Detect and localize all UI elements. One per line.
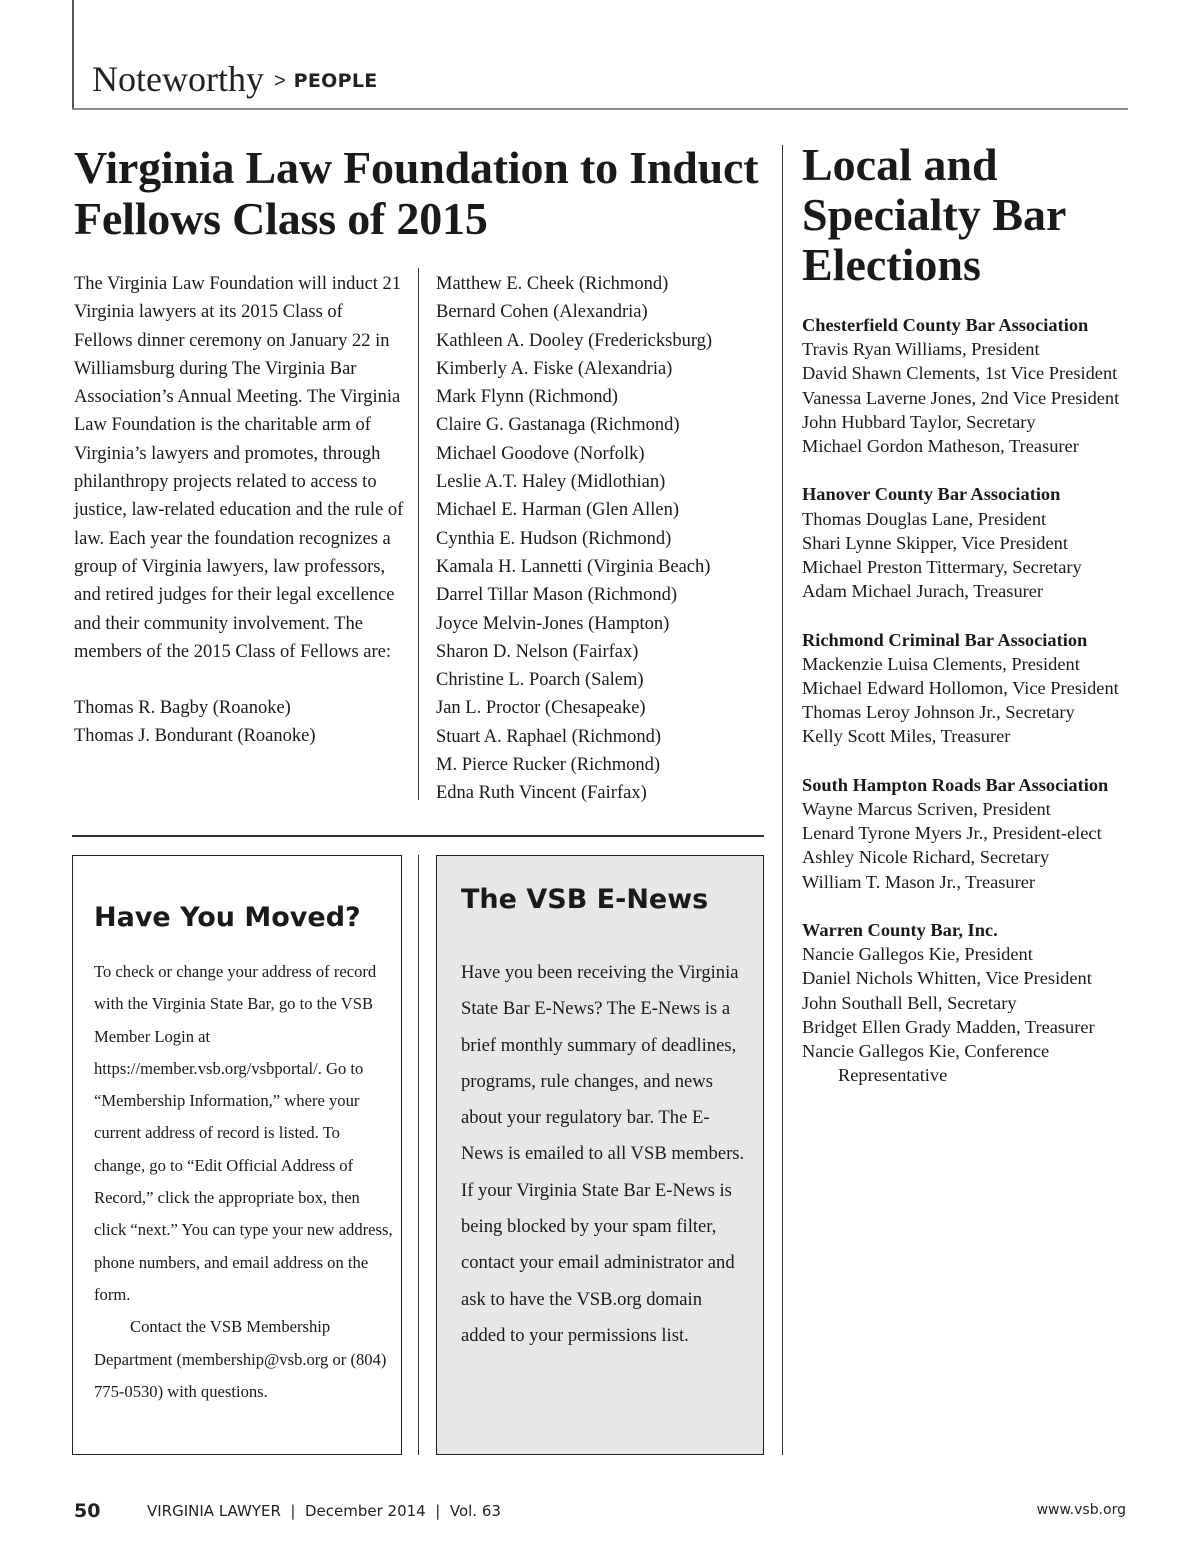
officer-item: Thomas Leroy Johnson Jr., Secretary [802, 702, 1075, 723]
fellows-list-col2 [436, 270, 756, 808]
officer-item: Bridget Ellen Grady Madden, Treasurer [802, 1016, 1095, 1037]
box-divider [418, 855, 419, 1455]
website-link[interactable]: www.vsb.org [1036, 1502, 1126, 1518]
officer-item: Ashley Nicole Richard, Secretary [802, 847, 1050, 868]
bar-association [802, 628, 1147, 749]
officer-list [802, 507, 1147, 604]
subsection-name: PEOPLE [293, 70, 378, 92]
officer-item: Thomas Douglas Lane, President [802, 508, 1047, 529]
officer-item: Wayne Marcus Scriven, President [802, 799, 1051, 820]
article-bottom-rule [72, 835, 764, 837]
breadcrumb-separator: > [273, 70, 286, 92]
bar-elections-list [802, 313, 1147, 1112]
fellow-item: Joyce Melvin-Jones (Hampton) [436, 613, 670, 634]
bar-association [802, 773, 1147, 894]
sidebar-title: Local and Specialty Bar Elections [802, 139, 1066, 290]
officer-item: Nancie Gallegos Kie, Conference Representative [802, 1041, 1050, 1086]
fellow-item: Mark Flynn (Richmond) [436, 387, 618, 408]
officer-item: Shari Lynne Skipper, Vice President [802, 532, 1068, 553]
fellow-item: Bernard Cohen (Alexandria) [436, 302, 648, 323]
moved-paragraph-2: Contact the VSB Membership Department (membership@vsb.org or (804) 775-0530) with questions. [94, 1317, 387, 1401]
column-divider [418, 268, 419, 800]
officer-list [802, 337, 1147, 458]
bar-association [802, 482, 1147, 603]
officer-list [802, 652, 1147, 749]
section-breadcrumb [92, 58, 378, 100]
fellow-item: Michael E. Harman (Glen Allen) [436, 500, 679, 521]
fellow-item: M. Pierce Rucker (Richmond) [436, 755, 660, 776]
article-intro-column [74, 270, 404, 751]
officer-item: Kelly Scott Miles, Treasurer [802, 726, 1011, 747]
moved-paragraph-1: To check or change your address of record with the Virginia State Bar, go to the VSB Member Login at https://member.vsb.org/vsbportal/. Go to “Membership Information,” where your current address of record is listed. To change, go to “Edit Official Address of Record,” click the appropriate box, then click “next.” You can type your new address, phone numbers, and email address on the form. [94, 962, 393, 1304]
officer-item: John Southall Bell, Secretary [802, 992, 1017, 1013]
article-intro: The Virginia Law Foundation will induct 21 Virginia lawyers at its 2015 Class of Fellows dinner ceremony on January 22 in Williamsburg during The Virginia Bar Association’s Annual Meeting. The Virginia Law Foundation is the charitable arm of Virginia’s lawyers and promotes, through philanthropy projects related to access to justice, law-related education and the rule of law. Each year the foundation recognizes a group of Virginia lawyers, law professors, and retired judges for their legal excellence and their community involvement. The members of the 2015 Class of Fellows are: [74, 274, 404, 662]
have-you-moved-title: Have You Moved? [94, 902, 361, 933]
fellow-item: Darrel Tillar Mason (Richmond) [436, 585, 677, 606]
fellow-item: Matthew E. Cheek (Richmond) [436, 274, 669, 294]
enews-paragraph: Have you been receiving the Virginia State Bar E-News? The E-News is a brief monthly summary of deadlines, programs, rule changes, and news about your regulatory bar. The E-News is emailed to all VSB members. If your Virginia State Bar E-News is being blocked by your spam filter, contact your email administrator and ask to have the VSB.org domain added to your permissions list. [461, 962, 745, 1346]
vsb-enews-text [461, 955, 751, 1354]
officer-item: Vanessa Laverne Jones, 2nd Vice President [802, 387, 1120, 408]
header-rule [72, 108, 1128, 110]
fellow-item: Michael Goodove (Norfolk) [436, 443, 645, 464]
bar-association [802, 918, 1147, 1087]
bar-association-name: Chesterfield County Bar Association [802, 315, 1089, 335]
officer-list [802, 942, 1147, 1087]
fellow-item: Cynthia E. Hudson (Richmond) [436, 528, 672, 549]
officer-item: David Shawn Clements, 1st Vice President [802, 363, 1118, 384]
fellow-item: Jan L. Proctor (Chesapeake) [436, 698, 646, 719]
article-title: Virginia Law Foundation to Induct Fellows Class of 2015 [74, 142, 759, 244]
officer-item: Lenard Tyrone Myers Jr., President-elect [802, 823, 1102, 844]
fellow-item: Christine L. Poarch (Salem) [436, 670, 644, 691]
section-name: Noteworthy [92, 59, 264, 99]
officer-item: Adam Michael Jurach, Treasurer [802, 581, 1044, 602]
bar-association-name: Warren County Bar, Inc. [802, 920, 998, 941]
page-number: 50 [74, 1500, 101, 1522]
publication-info: VIRGINIA LAWYER | December 2014 | Vol. 63 [147, 1502, 501, 1520]
fellow-item: Stuart A. Raphael (Richmond) [436, 726, 662, 747]
fellow-item: Leslie A.T. Haley (Midlothian) [436, 472, 666, 493]
fellows-list-col1 [74, 694, 404, 751]
officer-item: Nancie Gallegos Kie, President [802, 944, 1033, 965]
bar-association-name: South Hampton Roads Bar Association [802, 774, 1109, 795]
fellow-item: Sharon D. Nelson (Fairfax) [436, 641, 639, 662]
officer-item: Travis Ryan Williams, President [802, 339, 1040, 360]
officer-item: Mackenzie Luisa Clements, President [802, 653, 1080, 674]
fellow-item: Edna Ruth Vincent (Fairfax) [436, 783, 647, 804]
vsb-enews-title: The VSB E-News [461, 884, 709, 915]
officer-item: Michael Gordon Matheson, Treasurer [802, 436, 1079, 457]
officer-item: Michael Preston Tittermary, Secretary [802, 557, 1082, 578]
officer-item: Daniel Nichols Whitten, Vice President [802, 968, 1092, 989]
bar-association-name: Hanover County Bar Association [802, 484, 1061, 505]
officer-item: Michael Edward Hollomon, Vice President [802, 678, 1119, 699]
fellow-item: Kimberly A. Fiske (Alexandria) [436, 358, 673, 379]
header-vertical-rule [72, 0, 74, 110]
fellow-item: Kamala H. Lannetti (Virginia Beach) [436, 556, 711, 577]
bar-association-name: Richmond Criminal Bar Association [802, 629, 1088, 650]
bar-association [802, 313, 1147, 458]
fellow-item: Claire G. Gastanaga (Richmond) [436, 415, 680, 436]
officer-item: William T. Mason Jr., Treasurer [802, 871, 1036, 892]
officer-list [802, 797, 1147, 894]
sidebar-divider [782, 145, 783, 1455]
officer-item: John Hubbard Taylor, Secretary [802, 411, 1036, 432]
fellow-item: Thomas R. Bagby (Roanoke) [74, 698, 291, 719]
have-you-moved-text [94, 956, 394, 1408]
fellow-item: Kathleen A. Dooley (Fredericksburg) [436, 330, 713, 351]
fellow-item: Thomas J. Bondurant (Roanoke) [74, 726, 316, 747]
